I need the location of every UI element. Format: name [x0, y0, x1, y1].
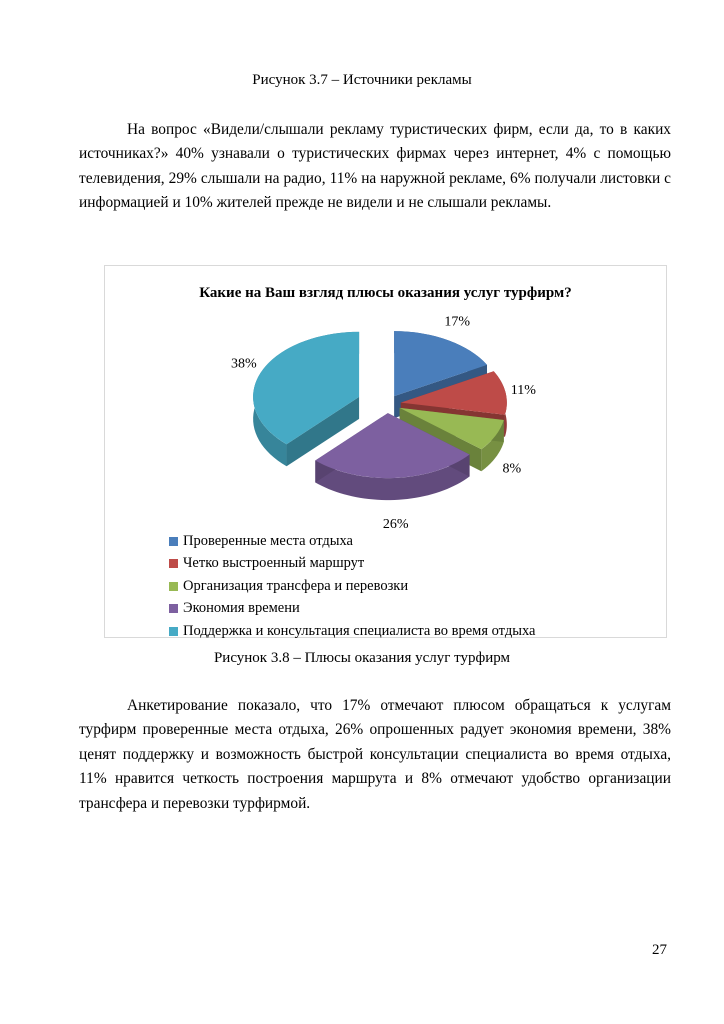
legend-item	[169, 530, 535, 553]
legend-label: Поддержка и консультация специалиста во время отдыха	[183, 622, 536, 639]
pie-chart-container	[104, 265, 667, 638]
figure-3-7-caption: Рисунок 3.7 – Источники рекламы	[252, 72, 472, 88]
legend-swatch-4	[169, 627, 178, 636]
page-number: 27	[652, 942, 667, 958]
data-label-3: 26%	[382, 516, 409, 532]
data-label-4: 38%	[230, 356, 257, 372]
data-label-1: 11%	[510, 382, 536, 398]
legend-label: Четко выстроенный маршрут	[183, 555, 365, 572]
legend-swatch-3	[169, 604, 178, 613]
legend-swatch-0	[169, 537, 178, 546]
data-label-0: 17%	[444, 314, 471, 330]
legend-label: Организация трансфера и перевозки	[183, 577, 409, 594]
legend-swatch-2	[169, 582, 178, 591]
legend-label: Проверенные места отдыха	[183, 532, 353, 549]
chart-title: Какие на Ваш взгляд плюсы оказания услуг турфирм?	[199, 285, 572, 301]
paragraph-advertising-sources: На вопрос «Видели/слышали рекламу туристических фирм, если да, то в каких источниках?» 40% узнавали о туристических фирмах через интернет, 4% с помощью телевидения, 29% слышали на радио, 11% на наружной рекламе, 6% получали листовки с информацией и 10% жителей прежде не видели и не слышали рекламы.	[79, 121, 671, 212]
legend-item	[169, 553, 535, 576]
chart-legend	[169, 530, 535, 643]
legend-item	[169, 575, 535, 598]
data-label-2: 8%	[502, 461, 522, 477]
legend-label: Экономия времени	[183, 600, 300, 617]
legend-swatch-1	[169, 559, 178, 568]
legend-item	[169, 598, 535, 621]
figure-3-8-caption: Рисунок 3.8 – Плюсы оказания услуг турфирм	[213, 650, 511, 666]
paragraph-survey-results: Анкетирование показало, что 17% отмечают плюсом обращаться к услугам турфирм проверенные места отдыха, 26% опрошенных радует экономия времени, 38% ценят поддержку и возможность быстрой консультации специалиста во время отдыха, 11% нравится четкость построения маршрута и 8% отмечают удобство организации трансфера и перевозки турфирмой.	[79, 697, 671, 812]
legend-item	[169, 620, 535, 643]
